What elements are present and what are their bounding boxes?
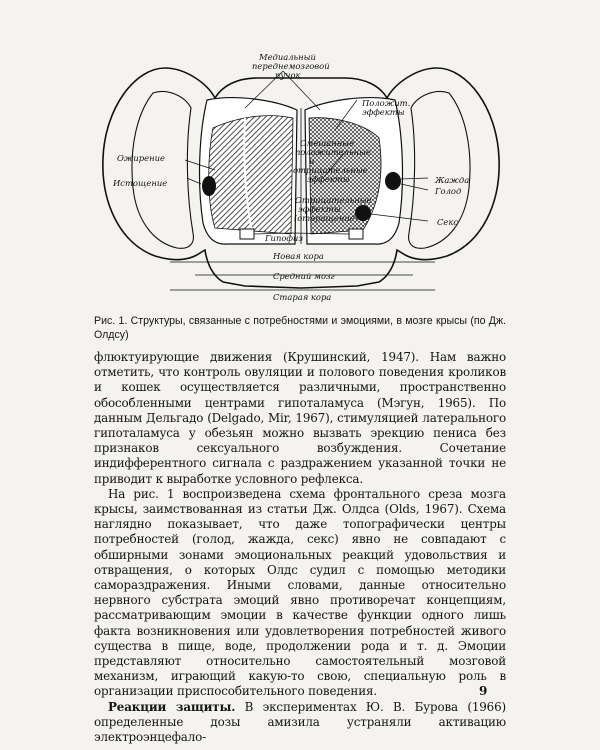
exhaustion-nucleus bbox=[202, 176, 216, 196]
label-thirst: Жажда bbox=[435, 175, 470, 185]
label-midbrain: Средний мозг bbox=[273, 271, 335, 281]
label-sex: Секс bbox=[437, 217, 459, 227]
svg-text:переднемозговой: переднемозговой bbox=[252, 61, 330, 71]
hypophysis-left bbox=[240, 229, 254, 239]
label-exhaustion: Истощение bbox=[113, 178, 168, 188]
label-satiety: Ожирение bbox=[117, 153, 165, 163]
label-new-cortex: Новая кора bbox=[273, 251, 324, 261]
section-heading: Реакции защиты. bbox=[108, 699, 236, 714]
label-negative-effects: Отрицательные bbox=[295, 195, 372, 205]
svg-text:положительные: положительные bbox=[295, 147, 371, 157]
hypophysis-right bbox=[349, 229, 363, 239]
svg-text:эффекты: эффекты bbox=[298, 204, 341, 214]
caption-number: Рис. 1. bbox=[94, 315, 128, 327]
svg-text:(отвращение): (отвращение) bbox=[294, 213, 358, 223]
paragraph-3 bbox=[94, 700, 506, 746]
paragraph-1: флюктуирующие движения (Крушинский, 1947). Нам важно отметить, что контроль овуляции и полового поведения кроликов и кошек осуществляется различными, пространственно обособленными центрами гипоталамуса (Мэгун, 1965). По данным Дельгадо (Delgado, Mir, 1967), стимуляцией латерального гипоталамуса у обезьян можно вызвать эрекцию пениса без признаков сексуального возбуждения. Сочетание индифферентного сигнала с раздражением указанной точки не приводит к выработке условного рефлекса. bbox=[94, 350, 506, 486]
label-hypophysis: Гипофиз bbox=[265, 233, 303, 243]
paragraph-3-text: В экспериментах Ю. В. Бурова (1966) определенные дозы амизила устраняли активацию электроэнцефало- bbox=[94, 699, 506, 745]
paragraph-2: На рис. 1 воспроизведена схема фронтального среза мозга крысы, заимствованная из статьи Дж. Олдса (Olds, 1967). Схема наглядно показывает, что даже топографически центры потребностей (голод, жажда, секс) явно не совпадают с обширными зонами эмоциональных реакций удовольствия и отвращения, о которых Олдс судил с помощью методики самораздражения. Иными словами, данные относительно нервного субстрата эмоций явно противоречат концепциям, рассматривающим эмоции в качестве функции одного лишь факта возникновения или удовлетворения потребностей живого существа в пище, воде, продолжении рода и т. д. Эмоции представляют относительно самостоятельный мозговой механизм, играющий какую-то свою, специальную роль в организации приспособительного поведения. bbox=[94, 486, 506, 699]
label-mixed-effects: Смешанные bbox=[300, 138, 355, 148]
label-positive-effects: Положит. bbox=[362, 98, 411, 108]
label-hunger: Голод bbox=[435, 186, 462, 196]
svg-text:пучок: пучок bbox=[275, 70, 301, 80]
page-number: 9 bbox=[479, 684, 488, 698]
caption-text: Структуры, связанные с потребностями и эмоциями, в мозге крысы (по Дж. Олдсу) bbox=[94, 315, 506, 341]
brain-section-diagram bbox=[95, 38, 507, 306]
svg-text:и: и bbox=[309, 156, 315, 166]
svg-text:эффекты: эффекты bbox=[362, 107, 405, 117]
figure-caption bbox=[94, 314, 506, 342]
thirst-hunger-nucleus bbox=[385, 172, 401, 190]
label-medial-bundle: Медиальный bbox=[259, 52, 316, 62]
svg-text:эффекты: эффекты bbox=[307, 174, 350, 184]
positive-zone-left bbox=[209, 116, 293, 234]
svg-text:отрицательные: отрицательные bbox=[293, 165, 368, 175]
label-old-cortex: Старая кора bbox=[273, 292, 332, 302]
brain-diagram-figure bbox=[95, 38, 507, 306]
body-text bbox=[94, 350, 506, 745]
left-ventricle bbox=[132, 91, 193, 248]
